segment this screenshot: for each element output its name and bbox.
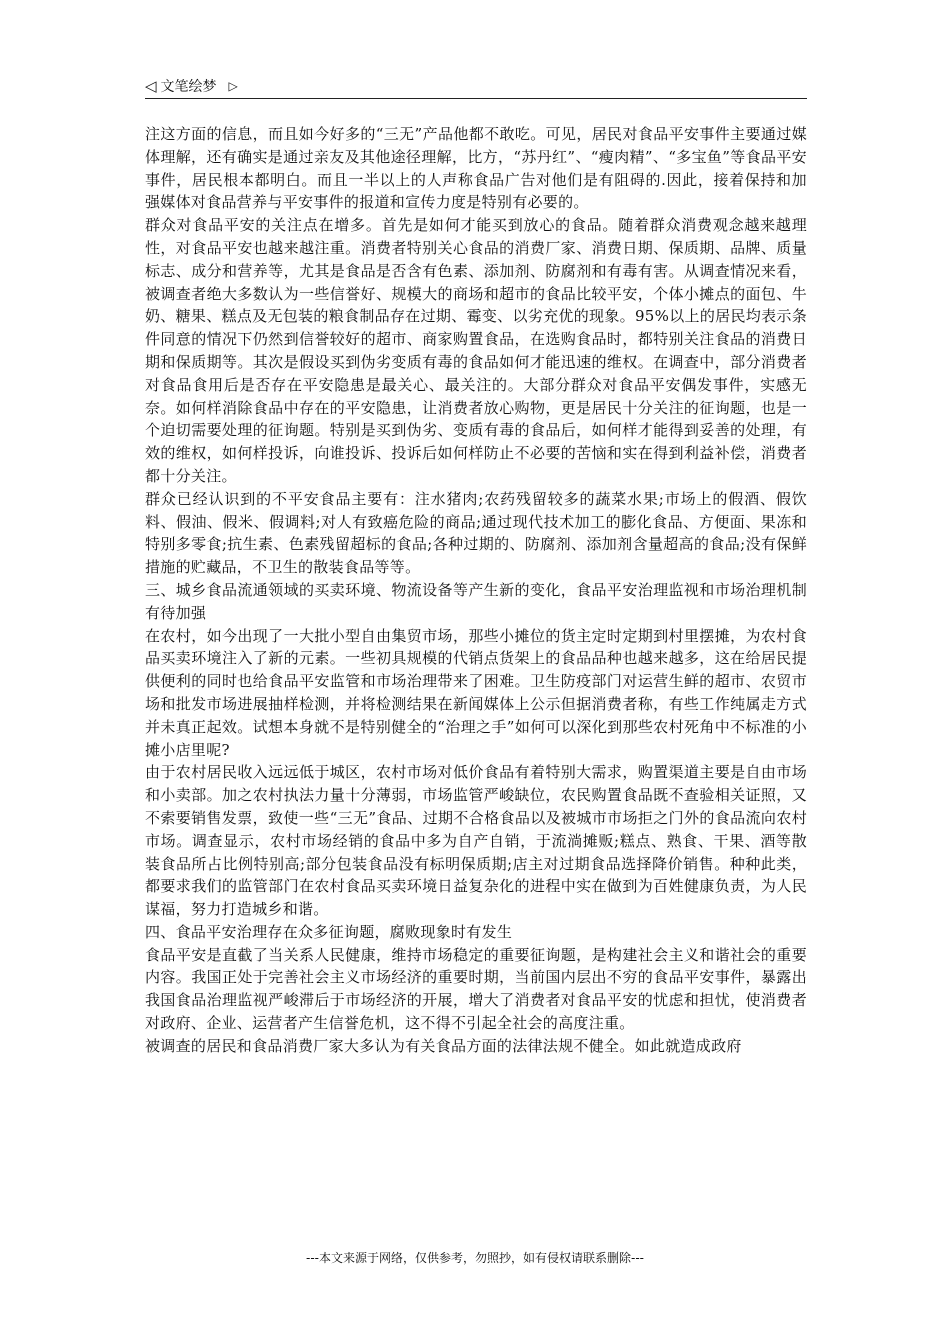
paragraph: 群众对食品平安的关注点在增多。首先是如何才能买到放心的食品。随着群众消费观念越来越理性，对食品平安也越来越注重。消费者特别关心食品的消费厂家、消费日期、保质期、品牌、质量标志、成分和营养等，尤其是食品是否含有色素、添加剂、防腐剂和有毒有害。从调查情况来看，被调查者绝大多数认为一些信誉好、规模大的商场和超市的食品比较平安，个体小摊点的面包、牛奶、糖果、糕点及无包装的粮食制品存在过期、霉变、以劣充优的现象。95%以上的居民均表示条件同意的情况下仍然到信誉较好的超市、商家购置食品，在选购食品时，都特别关注食品的消费日期和保质期等。其次是假设买到伪劣变质有毒的食品如何才能迅速的维权。在调查中，部分消费者对食品食用后是否存在平安隐患是最关心、最关注的。大部分群众对食品平安偶发事件，实感无奈。如何样消除食品中存在的平安隐患，让消费者放心购物，更是居民十分关注的征询题，也是一个迫切需要处理的征询题。特别是买到伪劣、变质有毒的食品后，如何样才能得到妥善的处理，有效的维权，如何样投诉，向谁投诉、投诉后如何样防止不必要的苦恼和实在得到利益补偿，消费者都十分关注。 (145, 216, 807, 485)
paragraph: 食品平安是直截了当关系人民健康，维持市场稳定的重要征询题，是构建社会主义和谐社会的重要内容。我国正处于完善社会主义市场经济的重要时期，当前国内层出不穷的食品平安事件，暴露出我国食品治理监视严峻滞后于市场经济的开展，增大了消费者对食品平安的忧虑和担忧，使消费者对政府、企业、运营者产生信誉危机，这不得不引起全社会的高度注重。 (145, 945, 807, 1033)
paragraph: 注这方面的信息，而且如今好多的“三无”产品他都不敢吃。可见，居民对食品平安事件主要通过媒体理解，还有确实是通过亲友及其他途径理解，比方，“苏丹红”、“瘦肉精”、“多宝鱼”等食品平安事件，居民根本都明白。而且一半以上的人声称食品广告对他们是有阻碍的.因此，接着保持和加强媒体对食品营养与平安事件的报道和宣传力度是特别有必要的。 (145, 125, 807, 212)
header-rule (145, 98, 807, 99)
document-body (145, 123, 807, 1058)
triangle-right-icon: ▷ (228, 79, 238, 93)
paragraph: 群众已经认识到的不平安食品主要有：注水猪肉;农药残留较多的蔬菜水果;市场上的假酒、假饮料、假油、假米、假调料;对人有致癌危险的商品;通过现代技术加工的膨化食品、方便面、果冻和特别多零食;抗生素、色素残留超标的食品;各种过期的、防腐剂、添加剂含量超高的食品;没有保鲜措施的贮藏品，不卫生的散装食品等等。 (145, 489, 807, 577)
triangle-left-icon: ◁ (145, 76, 157, 95)
section-heading: 三、城乡食品流通领域的买卖环境、物流设备等产生新的变化，食品平安治理监视和市场治理机制有待加强 (145, 580, 807, 622)
brand-name: 文笔绘梦 (160, 79, 217, 95)
paragraph: 被调查的居民和食品消费厂家大多认为有关食品方面的法律法规不健全。如此就造成政府 (145, 1036, 742, 1055)
footer-notice: ---本文来源于网络，仅供参考，勿照抄，如有侵权请联系删除--- (306, 1251, 644, 1265)
section-heading: 四、食品平安治理存在众多征询题，腐败现象时有发生 (145, 922, 513, 941)
brand (145, 76, 238, 96)
page-header (145, 74, 807, 98)
paragraph: 在农村，如今出现了一大批小型自由集贸市场，那些小摊位的货主定时定期到村里摆摊，为农村食品买卖环境注入了新的元素。一些初具规模的代销点货架上的食品品种也越来越多，这在给居民提供便利的同时也给食品平安监管和市场治理带来了困难。卫生防疫部门对运营生鲜的超市、农贸市场和批发市场进展抽样检测，并将检测结果在新闻媒体上公示但据消费者称，有些工作纯属走方式并未真正起效。试想本身就不是特别健全的“治理之手”如何可以深化到那些农村死角中不标准的小摊小店里呢? (145, 626, 807, 759)
paragraph: 由于农村居民收入远远低于城区，农村市场对低价食品有着特别大需求，购置渠道主要是自由市场和小卖部。加之农村执法力量十分薄弱，市场监管严峻缺位，农民购置食品既不查验相关证照，又不索要销售发票，致使一些“三无”食品、过期不合格食品以及被城市市场拒之门外的食品流向农村市场。调查显示，农村市场经销的食品中多为自产自销，于流淌摊贩;糕点、熟食、干果、酒等散装食品所占比例特别高;部分包装食品没有标明保质期;店主对过期食品选择降价销售。种种此类，都要求我们的监管部门在农村食品买卖环境日益复杂化的进程中实在做到为百姓健康负责，为人民谋福，努力打造城乡和谐。 (145, 763, 807, 919)
